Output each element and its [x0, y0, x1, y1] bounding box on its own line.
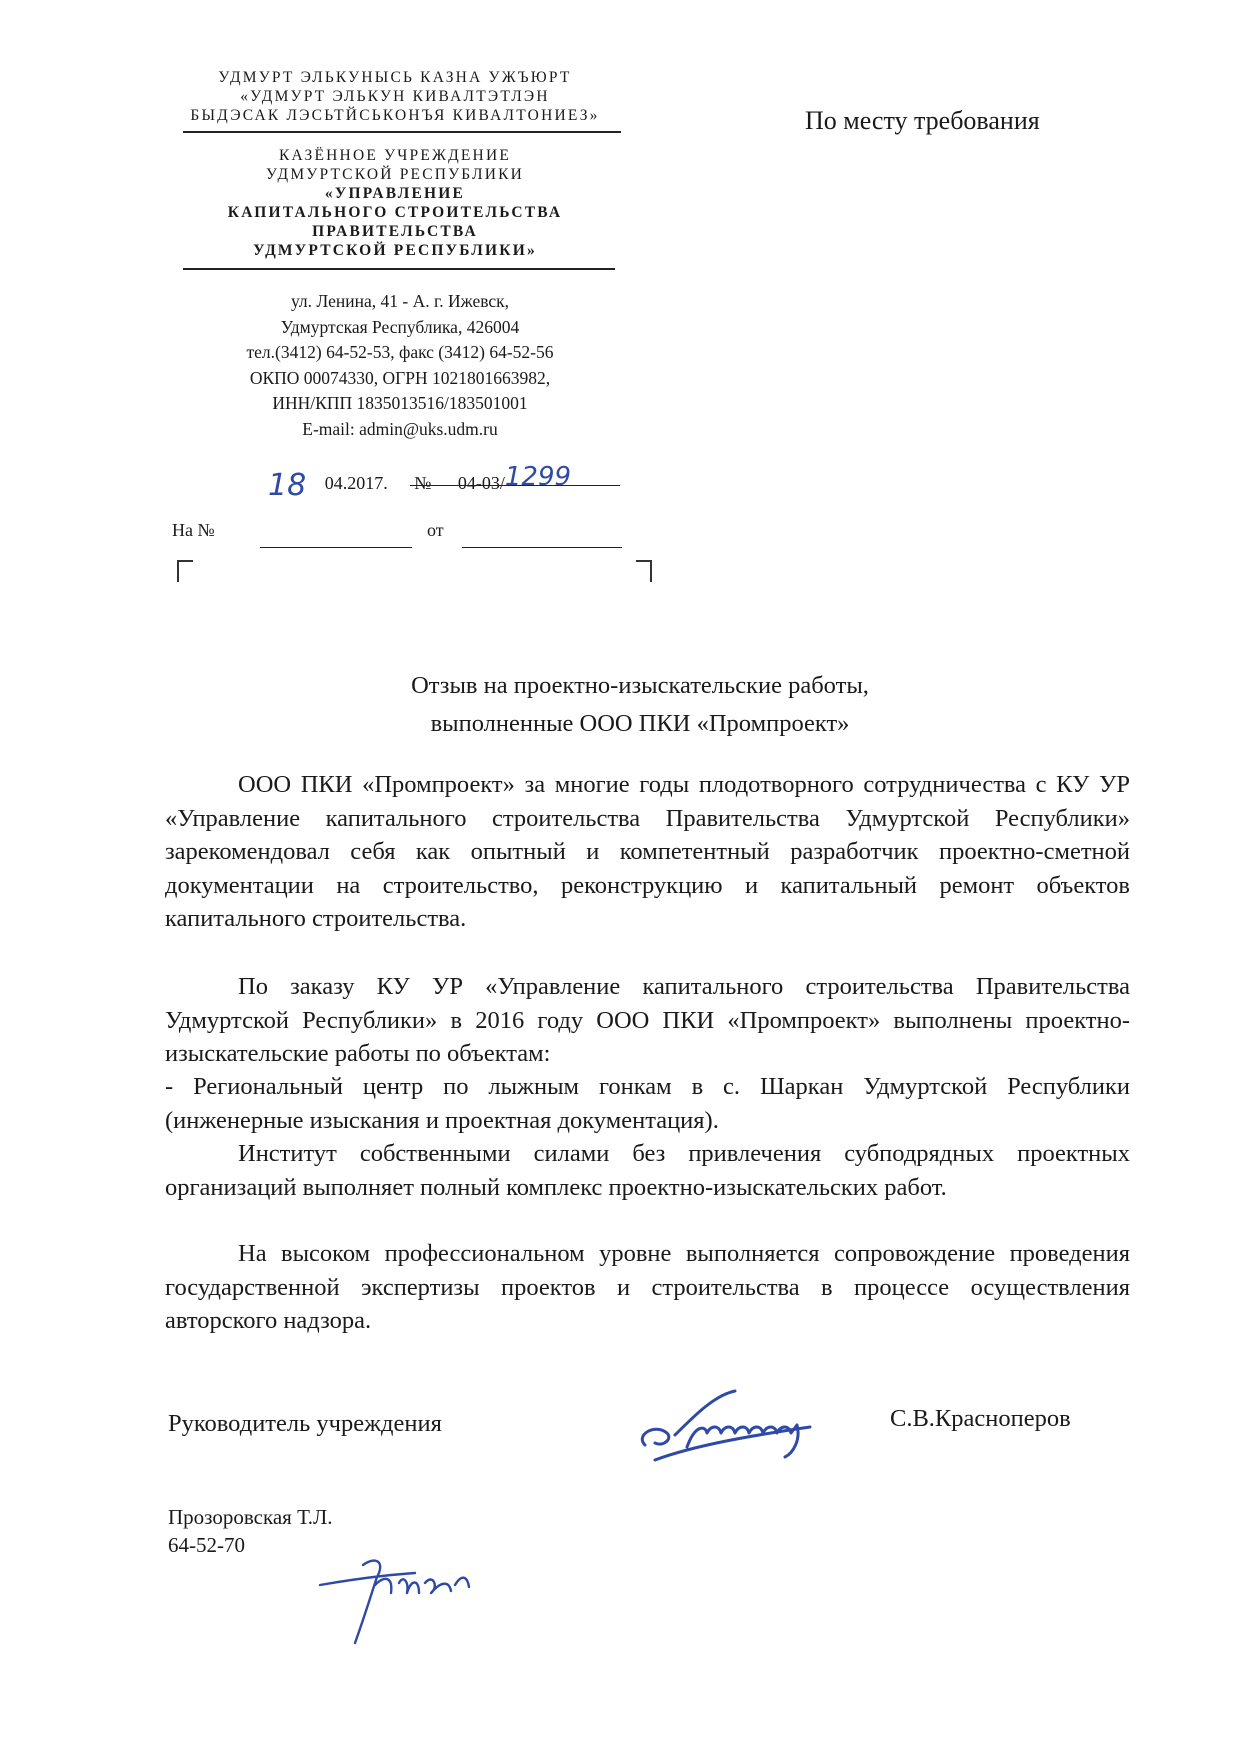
letterhead-ru-line-6: УДМУРТСКОЙ РЕСПУБЛИКИ» [253, 242, 537, 259]
ref-number-line [260, 547, 412, 548]
ref-on-label: На № [172, 520, 215, 540]
executor-phone: 64-52-70 [168, 1533, 245, 1557]
letterhead-udm-line-1: УДМУРТ ЭЛЬКУНЫСЬ КАЗНА УЖЪЮРТ [218, 69, 572, 86]
number-handwritten: 1299 [504, 462, 572, 492]
address-phone: тел.(3412) 64-52-53, факс (3412) 64-52-56 [246, 342, 554, 362]
number-label: № [414, 473, 432, 493]
corner-bracket-right [636, 560, 652, 582]
letterhead-udm-line-3: БЫДЭСАК ЛЭСЬТЙСЬКОНЪЯ КИВАЛТОНИЕЗ» [190, 107, 600, 124]
title-line-2: выполненные ООО ПКИ «Промпроект» [430, 710, 850, 737]
number-underline [410, 485, 620, 486]
address-okpo: ОКПО 00074330, ОГРН 1021801663982, [249, 367, 551, 388]
number-prefix: 04-03/ [457, 473, 505, 493]
letterhead-russian [165, 146, 625, 260]
letterhead-divider-top [183, 131, 621, 133]
executor-name: Прозоровская Т.Л. [168, 1505, 333, 1529]
letterhead-ru-line-5: ПРАВИТЕЛЬСТВА [312, 223, 478, 240]
title-line-1: Отзыв на проектно-изыскательские работы, [411, 672, 869, 699]
letterhead-ru-line-4: КАПИТАЛЬНОГО СТРОИТЕЛЬСТВА [227, 204, 563, 221]
body-paragraph-4: Институт собственными силами без привлечения субподрядных проектных организаций выполняет полный комплекс проектно-изыскательских работ. [165, 1140, 1130, 1201]
date-day-handwritten: 18 [268, 468, 307, 503]
address-street: ул. Ленина, 41 - А. г. Ижевск, [290, 291, 510, 311]
date-rest: 04.2017. [324, 473, 388, 493]
body-paragraph-1: ООО ПКИ «Промпроект» за многие годы плодотворного сотрудничества с КУ УР «Управление капитального строительства Правительства Удмуртской Республики» зарекомендовал себя как опытный и компетентный разработчик проектно-сметной документации на строительство, реконструкцию и капитальный ремонт объектов капитального строительства. [165, 771, 1130, 932]
address-inn: ИНН/КПП 1835013516/183501001 [272, 393, 528, 413]
body-paragraph-2: По заказу КУ УР «Управление капитального строительства Правительства Удмуртской Республики» в 2016 году ООО ПКИ «Промпроект» выполнены проектно-изыскательские работы по объектам: [165, 973, 1130, 1067]
signature-position: Руководитель учреждения [168, 1410, 442, 1437]
outgoing-date-number [268, 462, 572, 503]
signature-name: С.В.Красноперов [890, 1405, 1071, 1432]
corner-bracket-left [177, 560, 193, 582]
executor-signature [315, 1535, 515, 1650]
letterhead-divider-bottom [183, 268, 615, 270]
body-paragraph-5: На высоком профессиональном уровне выполняется сопровождение проведения государственной экспертизы проектов и строительства в процессе осуществления авторского надзора. [165, 1240, 1130, 1334]
document-title [140, 667, 1140, 743]
body-paragraph-3: - Региональный центр по лыжным гонкам в с. Шаркан Удмуртской Республики (инженерные изыскания и проектная документация). [165, 1073, 1130, 1134]
address-email: E-mail: admin@uks.udm.ru [302, 418, 498, 439]
letterhead-udmurt [165, 68, 625, 125]
letterhead-udm-line-2: «УДМУРТ ЭЛЬКУН КИВАЛТЭТЛЭН [240, 88, 550, 105]
letterhead-ru-line-2: УДМУРТСКОЙ РЕСПУБЛИКИ [265, 166, 525, 183]
ref-from-label: от [427, 520, 444, 540]
address-block [200, 289, 600, 442]
ref-date-line [462, 547, 622, 548]
director-signature [635, 1385, 885, 1470]
address-region: Удмуртская Республика, 426004 [280, 316, 520, 337]
letterhead-ru-line-1: КАЗЁННОЕ УЧРЕЖДЕНИЕ [278, 147, 512, 164]
addressee: По месту требования [805, 106, 1040, 135]
letterhead-ru-line-3: «УПРАВЛЕНИЕ [324, 185, 466, 202]
